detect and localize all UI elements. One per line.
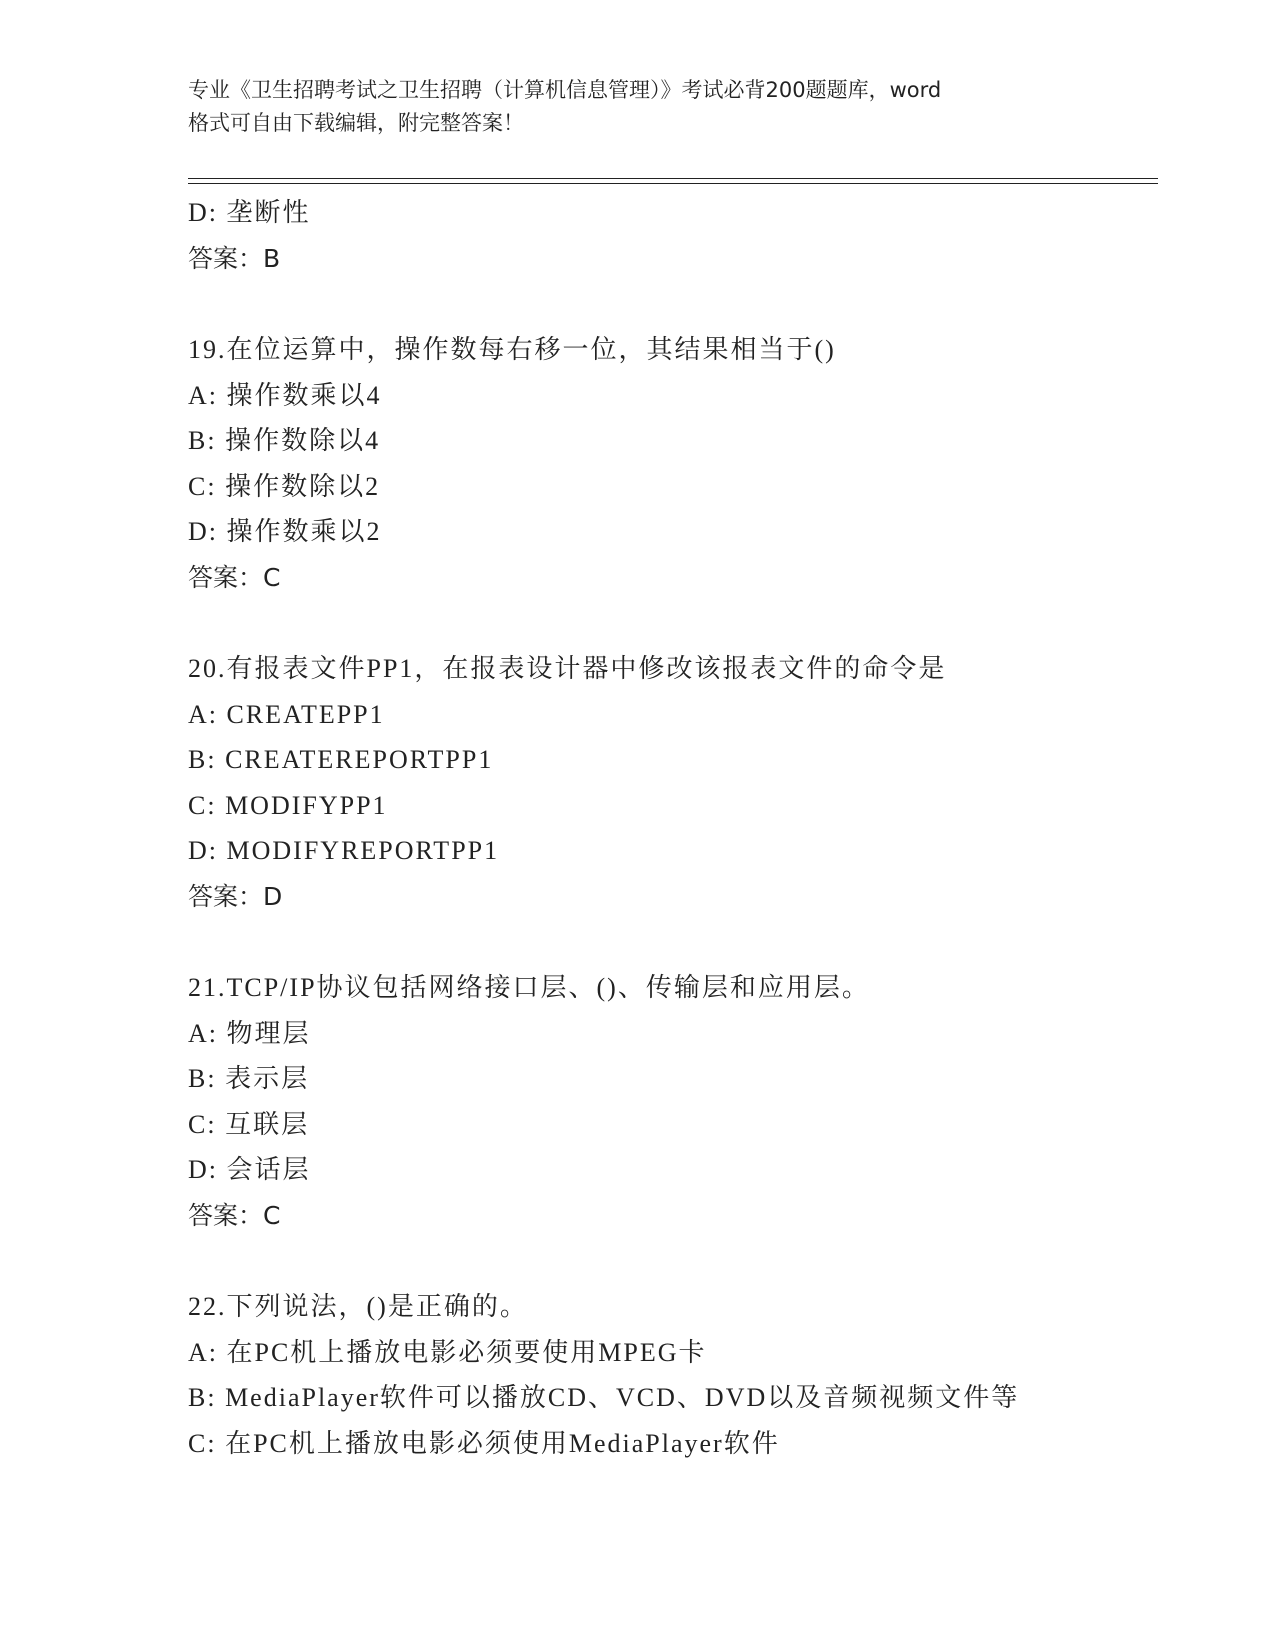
option-a: A: 操作数乘以4 <box>188 380 382 410</box>
question-stem: 20.有报表文件PP1，在报表设计器中修改该报表文件的命令是 <box>188 654 947 683</box>
question-list <box>188 190 1168 1466</box>
answer-line: 答案：C <box>188 562 281 592</box>
spacer <box>188 1238 1168 1284</box>
answer-line: 答案：B <box>188 243 281 273</box>
option-c: C: 在PC机上播放电影必须使用MediaPlayer软件 <box>188 1428 780 1458</box>
spacer <box>188 281 1168 327</box>
option-c: C: 互联层 <box>188 1109 310 1139</box>
option-b: B: CREATEREPORTPP1 <box>188 745 494 774</box>
question-block-22 <box>188 1284 1168 1466</box>
option-d: D: 会话层 <box>188 1155 311 1184</box>
option-a: A: 在PC机上播放电影必须要使用MPEG卡 <box>188 1337 707 1367</box>
option-b: B: 表示层 <box>188 1064 310 1093</box>
question-stem: 19.在位运算中，操作数每右移一位，其结果相当于() <box>188 335 836 364</box>
question-stem: 22.下列说法，()是正确的。 <box>188 1292 528 1321</box>
question-block-19 <box>188 327 1168 600</box>
option-c: C: 操作数除以2 <box>188 471 381 501</box>
page-header <box>188 74 1088 140</box>
spacer <box>188 600 1168 646</box>
question-block-21 <box>188 965 1168 1238</box>
header-line-2: 格式可自由下载编辑，附完整答案！ <box>188 111 524 135</box>
option-d: D: 操作数乘以2 <box>188 517 382 546</box>
question-block-20 <box>188 646 1168 919</box>
question-block-partial <box>188 190 1168 281</box>
option-b: B: MediaPlayer软件可以播放CD、VCD、DVD以及音频视频文件等 <box>188 1383 1020 1412</box>
header-divider-top <box>188 178 1158 179</box>
option-d: D: 垄断性 <box>188 198 311 227</box>
question-stem: 21.TCP/IP协议包括网络接口层、()、传输层和应用层。 <box>188 973 870 1002</box>
spacer <box>188 919 1168 965</box>
option-d: D: MODIFYREPORTPP1 <box>188 836 500 865</box>
header-divider-bottom <box>188 183 1158 184</box>
option-c: C: MODIFYPP1 <box>188 790 388 820</box>
option-a: A: CREATEPP1 <box>188 699 385 729</box>
answer-line: 答案：D <box>188 881 283 911</box>
header-line-1: 专业《卫生招聘考试之卫生招聘（计算机信息管理）》考试必背200题题库，word <box>188 78 942 102</box>
option-a: A: 物理层 <box>188 1018 311 1048</box>
answer-line: 答案：C <box>188 1200 281 1230</box>
option-b: B: 操作数除以4 <box>188 426 381 455</box>
